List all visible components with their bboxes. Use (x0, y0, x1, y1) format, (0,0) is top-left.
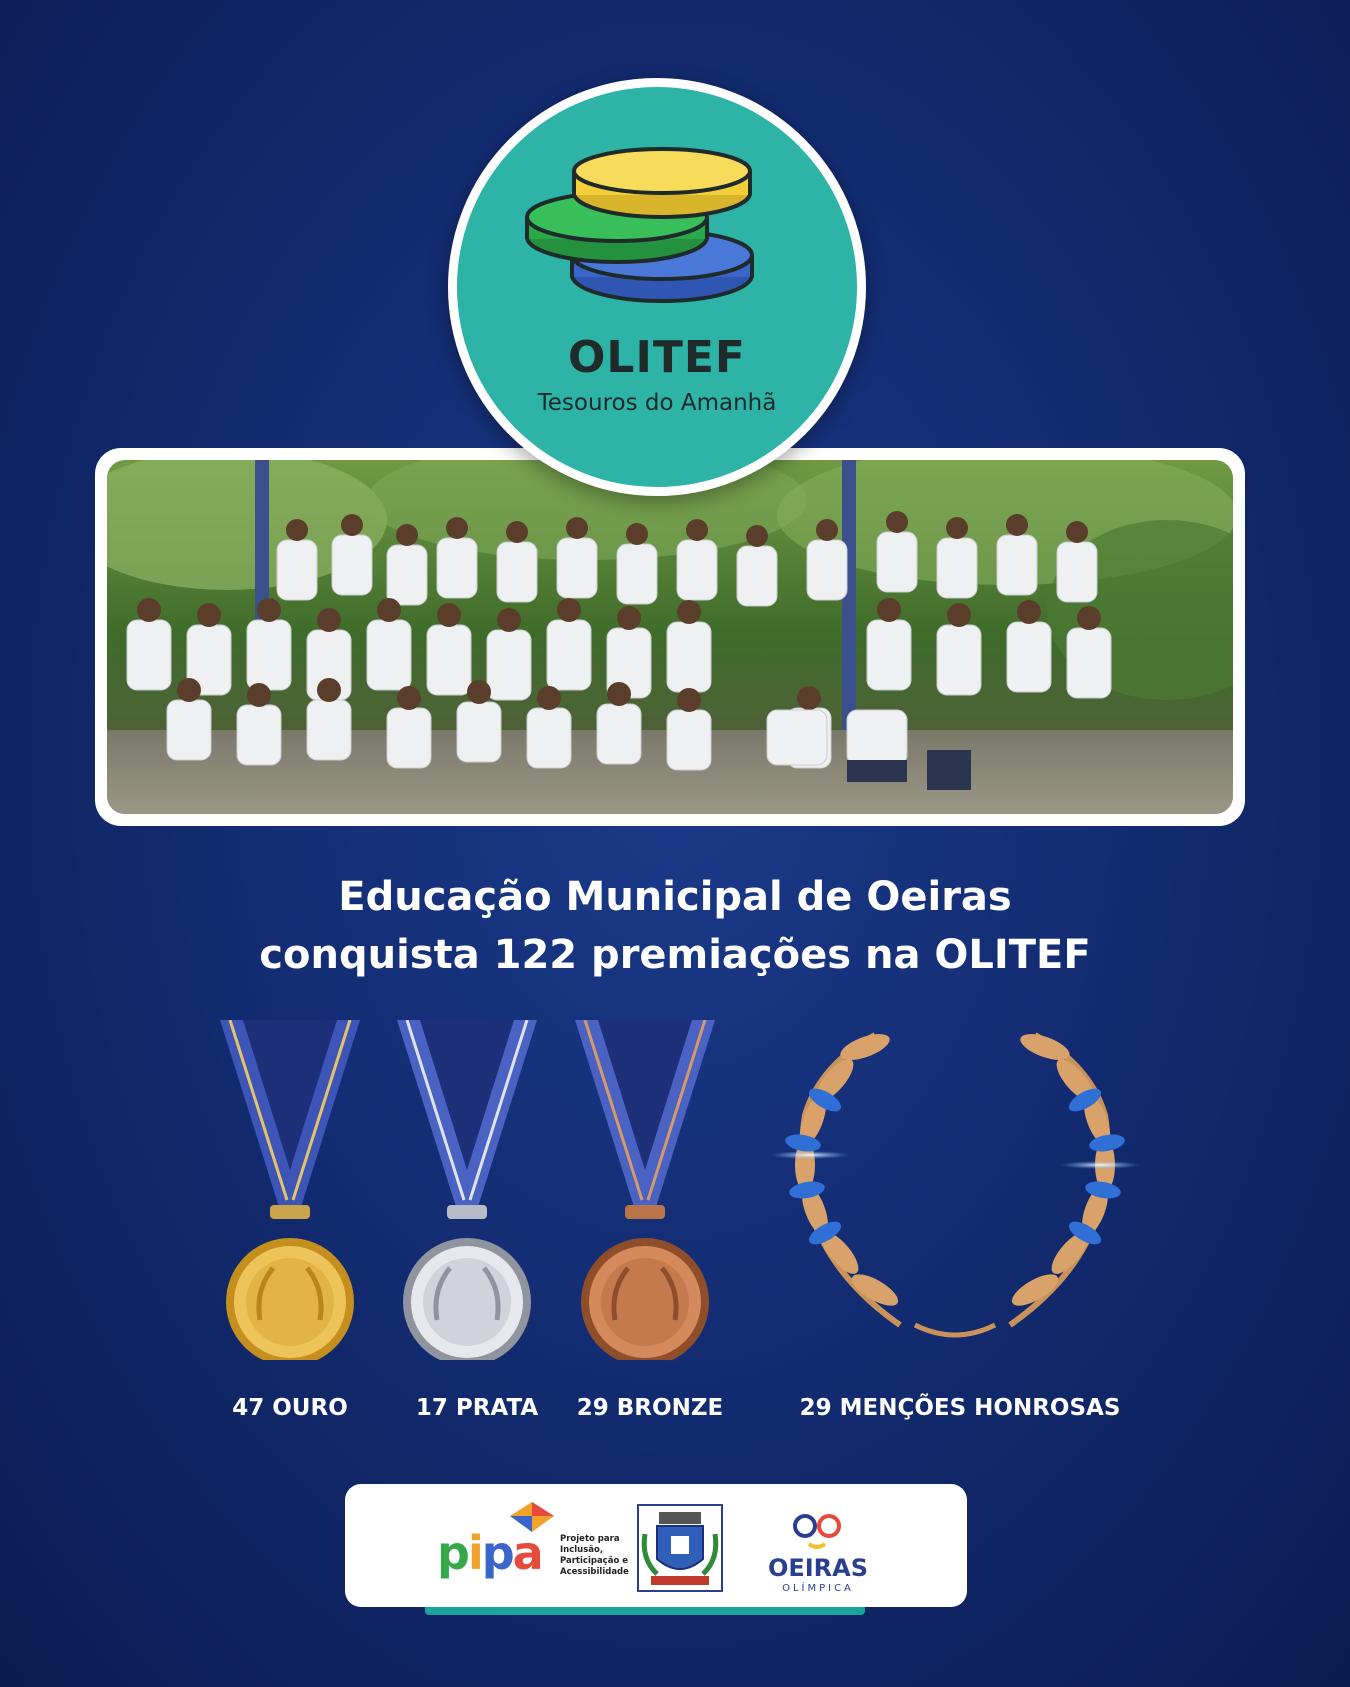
bronze-medal-icon (570, 1020, 720, 1360)
group-photo-frame (95, 448, 1245, 826)
oeiras-wordmark: OEIRAS (767, 1554, 869, 1582)
group-photo (107, 460, 1233, 814)
oeiras-olimpica-logo (753, 1504, 883, 1594)
logo-title: OLITEF (568, 332, 746, 383)
bronze-count-label: 29 BRONZE (576, 1395, 724, 1421)
gold-medal-icon (215, 1020, 365, 1360)
sponsor-accent-bar (425, 1607, 865, 1615)
oeiras-tagline: OLÍMPICA (782, 1583, 854, 1594)
silver-medal-icon (392, 1020, 542, 1360)
coat-of-arms-icon (637, 1504, 723, 1592)
headline (0, 868, 1350, 984)
coins-icon (522, 145, 762, 325)
laurel-wreath-icon (765, 1025, 1145, 1365)
gold-count-label: 47 OURO (232, 1395, 348, 1421)
pipa-wordmark: pipa (437, 1526, 542, 1580)
silver-count-label: 17 PRATA (415, 1395, 539, 1421)
headline-line-1: Educação Municipal de Oeiras (338, 874, 1012, 920)
sponsor-logos (345, 1484, 967, 1607)
olitef-logo (448, 78, 866, 496)
honorable-mentions-label: 29 MENÇÕES HONROSAS (799, 1395, 1121, 1421)
olympic-rings-icon (753, 1504, 883, 1594)
pipa-description: Projeto para Inclusão, Participação e Acessibilidade (560, 1534, 629, 1577)
logo-subtitle: Tesouros do Amanhã (537, 390, 777, 416)
headline-line-2: conquista 122 premiações na OLITEF (259, 932, 1091, 978)
